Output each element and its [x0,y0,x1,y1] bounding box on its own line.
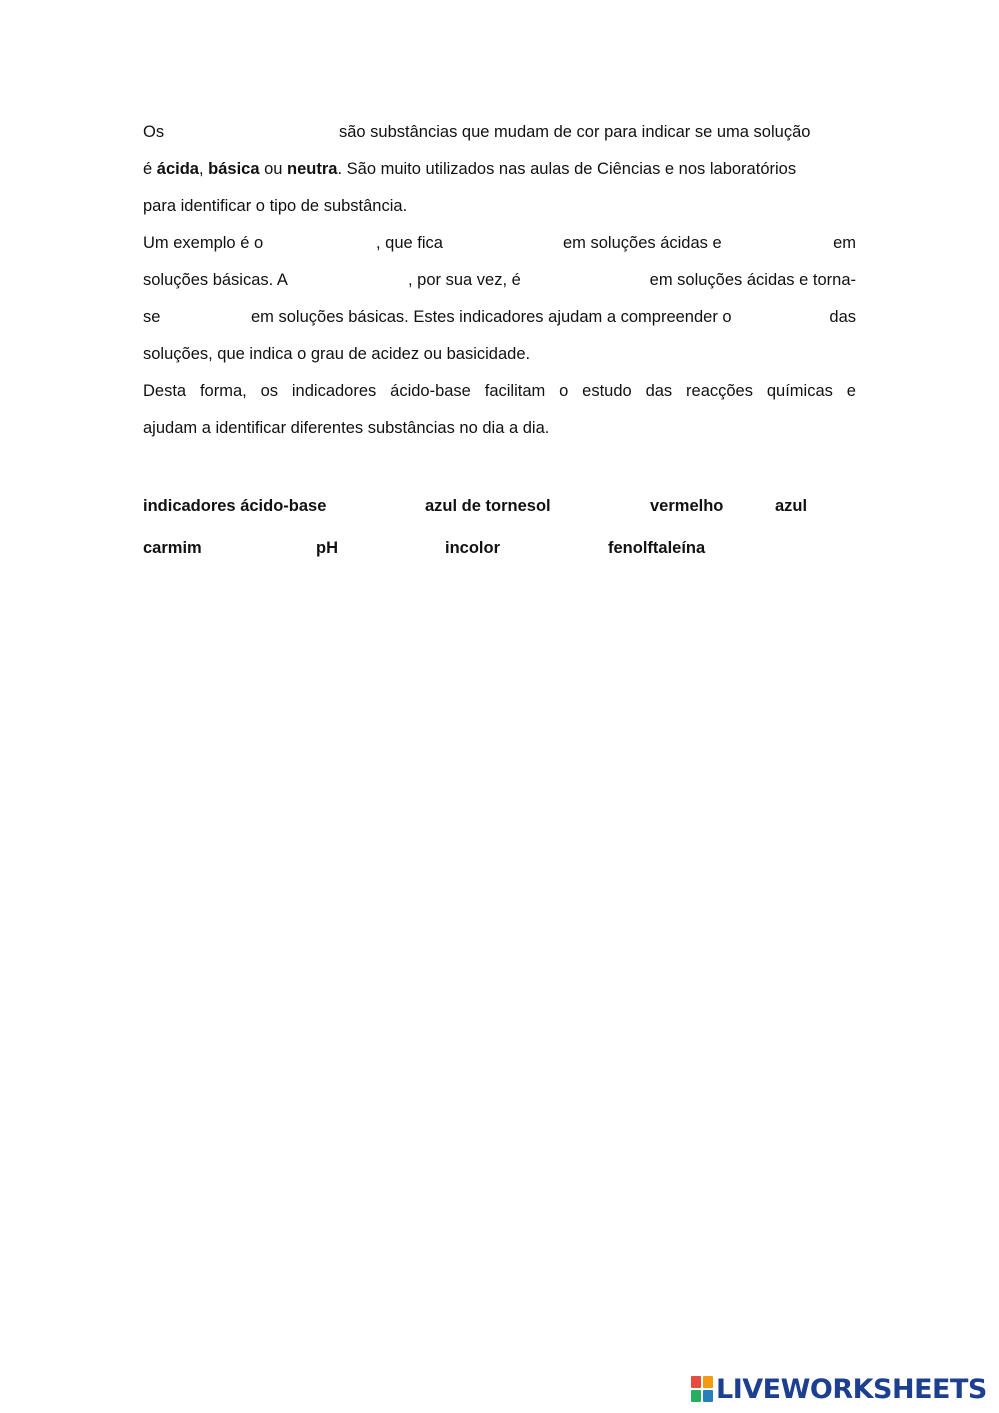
p1-line1-end: são substâncias que mudam de cor para indicar se uma solução [339,123,811,141]
p2-line1-c: em soluções ácidas e [563,234,722,252]
text: . São muito utilizados nas aulas de Ciências e nos laboratórios [337,160,797,178]
p2-line1 [143,231,856,255]
p3-word: o [559,382,569,400]
word-azul[interactable]: azul [775,497,808,515]
p2-line2 [143,268,856,292]
p3-word: das [645,382,673,400]
p2-line3-c: das [829,308,856,326]
text: , [198,160,209,178]
word-carmim[interactable]: carmim [143,539,202,557]
p1-line1-start: Os [143,123,165,141]
p3-word: Desta [143,382,187,400]
p3-word: e [846,382,856,400]
p3-word: estudo [582,382,632,400]
p3-word: indicadores [291,382,377,400]
p3-line2: ajudam a identificar diferentes substâncias no dia a dia. [143,419,550,437]
word-ph[interactable]: pH [316,539,338,557]
p3-word: químicas [766,382,833,400]
text: é [143,160,157,178]
bold-basica: básica [208,160,260,178]
logo-tile [703,1376,713,1388]
p2-line2-a: soluções básicas. A [143,271,288,289]
p2-line1-d: em [833,234,856,252]
p2-line3 [143,305,856,329]
bold-acida: ácida [156,160,199,178]
word-azul-de-tornesol[interactable]: azul de tornesol [425,497,551,515]
p3-line1 [143,379,856,403]
p1-line1 [143,120,856,144]
bold-neutra: neutra [287,160,338,178]
p3-word: ácido-base [390,382,471,400]
word-indicadores-acido-base[interactable]: indicadores ácido-base [143,497,327,515]
p3-word: reacções [686,382,753,400]
p2-line2-b: , por sua vez, é [408,271,521,289]
p2-line3-b: em soluções básicas. Estes indicadores ajudam a compreender o [251,308,732,326]
p3-word: forma, [199,382,247,400]
word-vermelho[interactable]: vermelho [650,497,724,515]
logo-tile [703,1390,713,1402]
p2-line1-b: , que fica [376,234,443,252]
p2-line3-a: se [143,308,161,326]
word-incolor[interactable]: incolor [445,539,501,557]
text: ou [259,160,288,178]
p2-line1-a: Um exemplo é o [143,234,264,252]
p1-line3: para identificar o tipo de substância. [143,197,408,215]
p3-word: os [260,382,279,400]
p1-line2 [143,157,856,181]
logo-tile [691,1376,701,1388]
liveworksheets-logo [691,1373,987,1405]
liveworksheets-wordmark: LIVEWORKSHEETS [716,1373,987,1405]
logo-tile [691,1390,701,1402]
p2-line4: soluções, que indica o grau de acidez ou basicidade. [143,345,531,363]
word-fenolftaleina[interactable]: fenolftaleína [608,539,706,557]
p2-line2-c: em soluções ácidas e torna- [649,271,856,289]
p3-word: facilitam [484,382,546,400]
liveworksheets-logo-icon [691,1376,713,1402]
